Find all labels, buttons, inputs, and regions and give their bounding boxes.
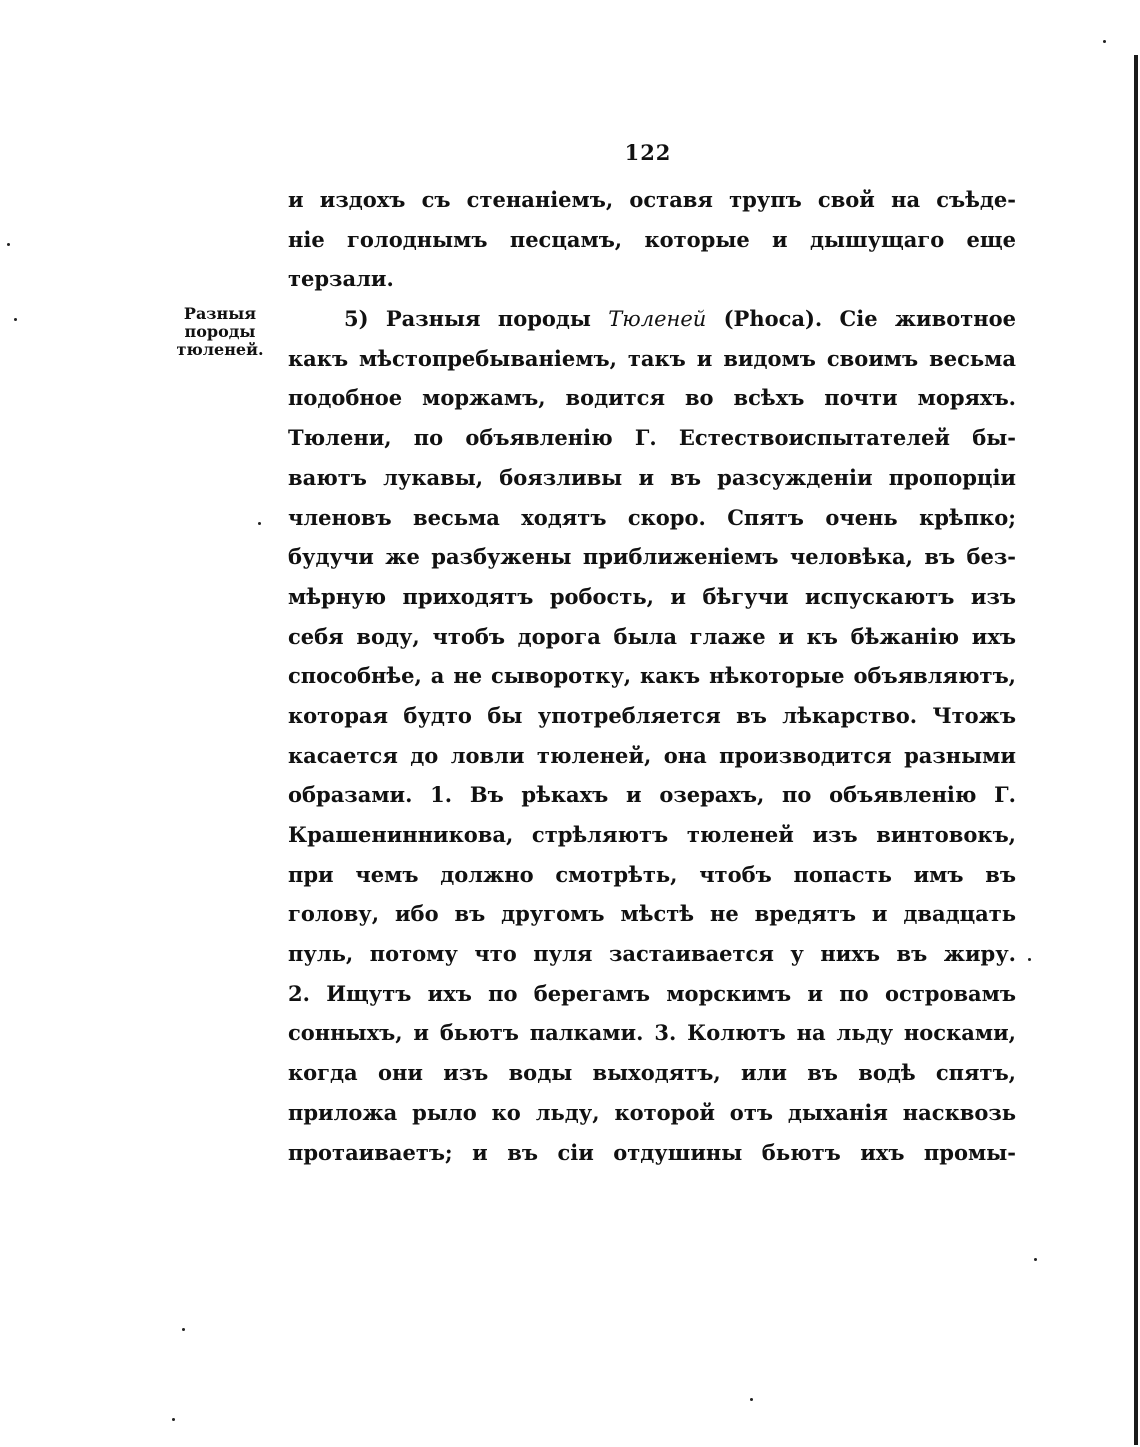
italic-term: Тюленей — [608, 307, 707, 332]
text-line: какъ мѣстопребываніемъ, такъ и видомъ своимъ весьма — [288, 345, 1016, 371]
scan-speck — [750, 1398, 753, 1401]
text-line: и издохъ съ стенаніемъ, оставя трупъ свой на съѣде- — [288, 187, 1016, 212]
text-line: когда они изъ воды выходятъ, или въ водѣ спятъ, — [288, 1060, 1016, 1086]
scan-speck — [14, 318, 17, 321]
text-line: которая будто бы употребляется въ лѣкарство. Чтожъ — [288, 702, 1016, 728]
text-line: терзали. — [288, 266, 394, 292]
page-number: 122 — [624, 140, 672, 165]
text-line: протаиваетъ; и въ сіи отдушины бьютъ ихъ промы- — [288, 1139, 1016, 1165]
text-line: сонныхъ, и бьютъ палками. 3. Колютъ на льду носками, — [288, 1020, 1016, 1046]
text-line: способнѣе, а не сыворотку, какъ нѣкоторые объявляютъ, — [288, 663, 1016, 689]
scan-speck — [1103, 40, 1106, 43]
text-line: приложа рыло ко льду, которой отъ дыханія насквозь — [288, 1099, 1016, 1125]
scan-speck — [258, 522, 261, 525]
text-line: Крашенинникова, стрѣляютъ тюленей изъ винтовокъ, — [288, 822, 1016, 847]
text-line: себя воду, чтобъ дорога была глаже и къ бѣжанію ихъ — [288, 623, 1016, 649]
text-line: будучи же разбужены приближеніемъ человѣка, въ без- — [288, 544, 1016, 570]
scan-speck — [172, 1418, 175, 1421]
scan-speck — [1028, 958, 1031, 961]
margin-note-line: Разныя — [183, 304, 257, 323]
text-line: образами. 1. Въ рѣкахъ и озерахъ, по объявленію Г. — [288, 782, 1016, 808]
scan-speck — [182, 1328, 185, 1331]
scan-speck — [7, 243, 10, 246]
margin-note — [170, 305, 270, 359]
page-edge-rule — [1134, 55, 1138, 1445]
margin-note-line: тюленей. — [176, 340, 264, 359]
text-line: членовъ весьма ходятъ скоро. Спятъ очень крѣпко; — [288, 504, 1016, 530]
text-line: ніе голоднымъ песцамъ, которые и дышущаго еще — [288, 226, 1016, 252]
text-line: пуль, потому что пуля застаивается у нихъ въ жиру. — [288, 941, 1016, 967]
text-line: мѣрную приходятъ робость, и бѣгучи испускаютъ изъ — [288, 583, 1016, 609]
body-text — [288, 180, 1016, 1172]
text-line: касается до ловли тюленей, она производится разными — [288, 742, 1016, 768]
text-line: при чемъ должно смотрѣть, чтобъ попасть имъ въ — [288, 861, 1016, 887]
text-line: ваютъ лукавы, боязливы и въ разсужденіи пропорціи — [288, 464, 1016, 490]
scan-speck — [1034, 1258, 1037, 1261]
section-rest: (Phoca). Сіе животное — [706, 306, 1016, 332]
text-line: Тюлени, по объявленію Г. Естествоиспытателей бы- — [288, 425, 1016, 451]
text-line: подобное моржамъ, водится во всѣхъ почти моряхъ. — [288, 385, 1016, 411]
section-lead: 5) Разныя породы — [344, 306, 609, 332]
text-line: голову, ибо въ другомъ мѣстѣ не вредятъ и двадцать — [288, 901, 1016, 927]
text-line: 2. Ищутъ ихъ по берегамъ морскимъ и по островамъ — [288, 980, 1016, 1006]
margin-note-line: породы — [184, 322, 256, 341]
section-heading-line — [288, 299, 1016, 339]
